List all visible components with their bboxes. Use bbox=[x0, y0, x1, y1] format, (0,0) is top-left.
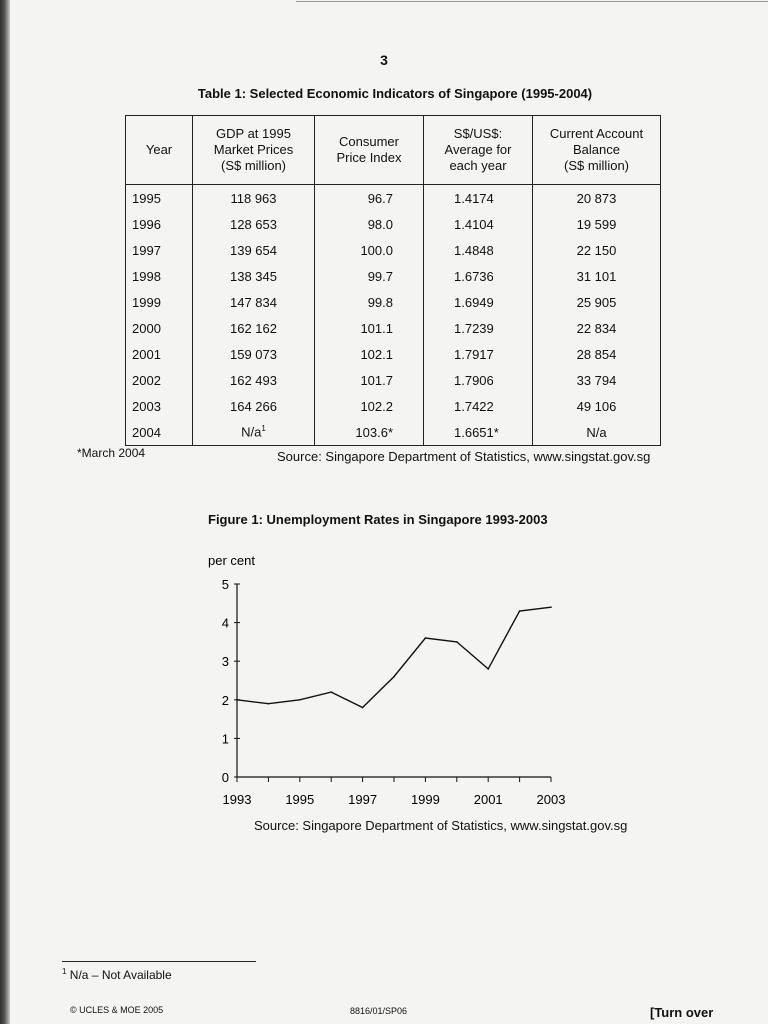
data-point bbox=[362, 707, 364, 709]
cell-gdp: 139 654 bbox=[193, 237, 315, 263]
page-number: 3 bbox=[380, 52, 388, 68]
data-point bbox=[236, 699, 238, 701]
cell-current-account: 31 101 bbox=[533, 263, 661, 289]
table-note: *March 2004 bbox=[77, 446, 146, 460]
table-row bbox=[126, 419, 661, 446]
table-source: Source: Singapore Department of Statistics, www.singstat.gov.sg bbox=[277, 449, 651, 464]
header-exchange-rate-label: S$/US$: Average for each year bbox=[444, 126, 512, 173]
table-row bbox=[126, 315, 661, 341]
cell-current-account: 19 599 bbox=[533, 211, 661, 237]
y-tick-label: 0 bbox=[221, 770, 229, 785]
cell-gdp: 164 266 bbox=[193, 393, 315, 419]
y-tick-label: 4 bbox=[221, 615, 229, 631]
turn-over: [Turn over bbox=[650, 1005, 714, 1020]
table-row bbox=[126, 185, 661, 212]
cell-exchange-rate: 1.6949 bbox=[424, 289, 533, 315]
na-footnote-mark: 1 bbox=[261, 424, 266, 434]
economic-indicators-table bbox=[125, 115, 661, 446]
header-cpi-label: Consumer Price Index bbox=[336, 134, 402, 165]
data-point bbox=[519, 610, 521, 612]
cell-current-account: 33 794 bbox=[533, 367, 661, 393]
cell-gdp: 128 653 bbox=[193, 211, 315, 237]
cell-year: 2001 bbox=[126, 341, 193, 367]
y-tick-label: 5 bbox=[221, 577, 229, 592]
cell-exchange-rate: 1.7422 bbox=[424, 393, 533, 419]
y-tick-label: 3 bbox=[221, 654, 229, 670]
header-gdp bbox=[193, 116, 315, 185]
data-point bbox=[487, 668, 489, 670]
header-year bbox=[126, 116, 193, 185]
cell-year: 2002 bbox=[126, 367, 193, 393]
cell-exchange-rate: 1.7239 bbox=[424, 315, 533, 341]
x-tick-label: 1993 bbox=[222, 792, 252, 807]
cell-exchange-rate: 1.4848 bbox=[424, 237, 533, 263]
x-tick-label: 1995 bbox=[285, 792, 315, 807]
y-tick-label: 2 bbox=[221, 692, 229, 708]
cell-gdp: 159 073 bbox=[193, 341, 315, 367]
top-rule bbox=[296, 1, 768, 2]
figure-source: Source: Singapore Department of Statistics, www.singstat.gov.sg bbox=[254, 818, 628, 833]
cell-year: 2004 bbox=[126, 419, 193, 446]
x-tick-label: 1997 bbox=[348, 792, 378, 807]
cell-cpi: 100.0 bbox=[315, 237, 424, 263]
cell-year: 1997 bbox=[126, 237, 193, 263]
header-year-label: Year bbox=[145, 142, 173, 157]
cell-gdp: 147 834 bbox=[193, 289, 315, 315]
data-point bbox=[550, 606, 552, 608]
chart-ticks bbox=[222, 577, 566, 807]
cell-cpi: 102.1 bbox=[315, 341, 424, 367]
cell-current-account: 28 854 bbox=[533, 341, 661, 367]
table-row bbox=[126, 211, 661, 237]
cell-cpi: 96.7 bbox=[315, 185, 424, 212]
cell-gdp: $N/a^1$ bbox=[193, 419, 315, 446]
table-row bbox=[126, 263, 661, 289]
cell-exchange-rate: 1.4104 bbox=[424, 211, 533, 237]
cell-gdp: 138 345 bbox=[193, 263, 315, 289]
x-tick-label: 1999 bbox=[410, 792, 440, 807]
cell-current-account: 22 834 bbox=[533, 315, 661, 341]
series-line bbox=[237, 607, 551, 707]
cell-current-account: N/a bbox=[533, 419, 661, 446]
y-tick-label: 1 bbox=[221, 731, 229, 747]
table-row bbox=[126, 367, 661, 393]
table-title: Table 1: Selected Economic Indicators of Singapore (1995-2004) bbox=[197, 86, 593, 101]
table-row bbox=[126, 393, 661, 419]
y-axis-label: per cent bbox=[208, 553, 255, 568]
cell-gdp: 118 963 bbox=[193, 185, 315, 212]
cell-current-account: 49 106 bbox=[533, 393, 661, 419]
data-point bbox=[393, 676, 395, 678]
header-current-account bbox=[533, 116, 661, 185]
footnote-mark: 1 bbox=[62, 967, 67, 976]
table-row bbox=[126, 237, 661, 263]
cell-current-account: 20 873 bbox=[533, 185, 661, 212]
data-point bbox=[268, 703, 270, 705]
footnote-text: N/a – Not Available bbox=[69, 968, 172, 982]
cell-exchange-rate: 1.4174 bbox=[424, 185, 533, 212]
table-row bbox=[126, 341, 661, 367]
header-exchange-rate bbox=[424, 116, 533, 185]
paper-code: 8816/01/SP06 bbox=[350, 1006, 408, 1016]
cell-exchange-rate: 1.7917 bbox=[424, 341, 533, 367]
cell-exchange-rate: 1.6651* bbox=[424, 419, 533, 446]
footnote bbox=[62, 967, 172, 982]
header-cpi bbox=[315, 116, 424, 185]
header-gdp-label: GDP at 1995 Market Prices (S$ million) bbox=[213, 126, 294, 173]
header-current-account-label: Current Account Balance (S$ million) bbox=[549, 126, 644, 173]
cell-gdp: 162 493 bbox=[193, 367, 315, 393]
cell-current-account: 22 150 bbox=[533, 237, 661, 263]
cell-current-account: 25 905 bbox=[533, 289, 661, 315]
cell-cpi: 101.7 bbox=[315, 367, 424, 393]
unemployment-chart bbox=[190, 550, 590, 812]
cell-cpi: 101.1 bbox=[315, 315, 424, 341]
cell-cpi: 98.0 bbox=[315, 211, 424, 237]
cell-year: 1999 bbox=[126, 289, 193, 315]
cell-year: 1995 bbox=[126, 185, 193, 212]
cell-cpi: 99.8 bbox=[315, 289, 424, 315]
table-body bbox=[126, 185, 661, 446]
cell-cpi: 99.7 bbox=[315, 263, 424, 289]
cell-year: 1998 bbox=[126, 263, 193, 289]
x-tick-label: 2003 bbox=[536, 792, 566, 807]
footnote-rule bbox=[62, 961, 256, 962]
figure-title: Figure 1: Unemployment Rates in Singapore 1993-2003 bbox=[208, 512, 548, 527]
table-row bbox=[126, 289, 661, 315]
cell-cpi: 102.2 bbox=[315, 393, 424, 419]
cell-gdp: 162 162 bbox=[193, 315, 315, 341]
x-tick-label: 2001 bbox=[473, 792, 503, 807]
cell-year: 2003 bbox=[126, 393, 193, 419]
data-point bbox=[330, 691, 332, 693]
cell-exchange-rate: 1.7906 bbox=[424, 367, 533, 393]
data-point bbox=[299, 699, 301, 701]
cell-year: 1996 bbox=[126, 211, 193, 237]
cell-year: 2000 bbox=[126, 315, 193, 341]
data-point bbox=[456, 641, 458, 643]
copyright: © UCLES & MOE 2005 bbox=[70, 1005, 164, 1015]
data-point bbox=[425, 637, 427, 639]
binding-shadow bbox=[0, 0, 10, 1024]
cell-exchange-rate: 1.6736 bbox=[424, 263, 533, 289]
cell-cpi: 103.6* bbox=[315, 419, 424, 446]
